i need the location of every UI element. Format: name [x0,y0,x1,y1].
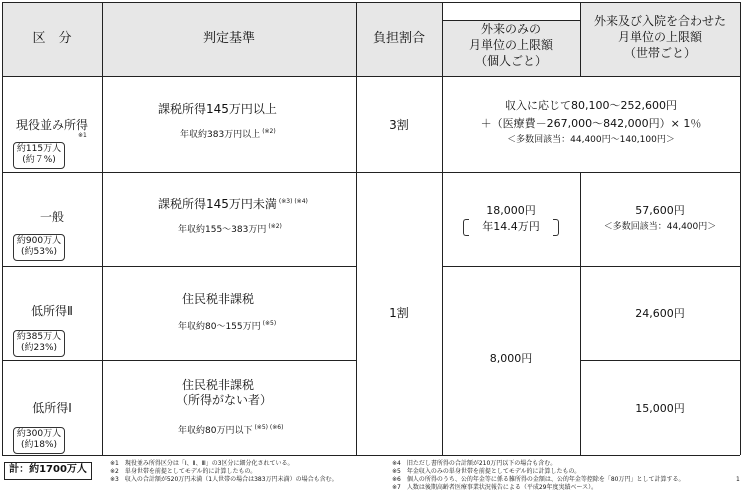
row3-bottom-left [2,360,356,361]
row1-criteria-main: 課税所得145万円以上 [158,102,277,116]
row2-criteria-sub-text: 年収約155～383万円 [178,225,267,235]
note-6: ※6 個人の所得のうち、公的年金等に係る雑所得の金額は、公的年金等控除を「80万円」として計算する。 [392,476,685,484]
row4-pct: (約18%) [20,440,58,451]
row4-criteria-main: 住民税非課税 [182,378,255,392]
header-outpatient-line3: （個人ごと） [474,54,547,68]
table-border-bottom [2,455,740,456]
row4-people-box [13,427,65,454]
row4-people: 約300万人 [16,429,62,439]
row1-criteria-sub-note: (※2) [262,128,276,135]
row2-outpatient-annual: 年14.4万円 [482,220,540,233]
note-7: ※7 人数は後期高齢者医療事業状況報告による（平成29年度実績ベース）。 [392,484,598,492]
row3-people-box [13,330,65,357]
row2-combined: 57,600円 [635,204,685,217]
row4-criteria-sub-note: (※5) (※6) [254,424,284,431]
row2-criteria-sub [178,223,282,236]
row3-category: 低所得Ⅱ [31,304,73,318]
shared-outpatient-low: 8,000円 [489,352,533,365]
header-combined-line3: （世帯ごと） [623,46,696,60]
header-outpatient-line2: 月単位の上限額 [468,38,553,52]
col-divider-2 [356,2,357,455]
total-box [4,462,92,480]
row1-category: 現役並み所得 [15,118,88,132]
table-border-top [2,2,740,3]
row2-criteria-main-text: 課税所得145万円未満 [158,197,277,211]
row4-combined: 15,000円 [635,402,685,415]
row2-people-box [13,234,65,261]
row1-burden: 3割 [389,118,409,132]
row4-category: 低所得Ⅰ [32,401,72,415]
total-count: 計：約1700万人 [9,464,87,475]
row3-criteria-sub-text: 年収約80～155万円 [178,322,261,332]
note-2: ※2 単身世帯を前提としてモデル的に計算したもの。 [110,468,257,476]
header-combined-line1: 外来及び入院を合わせた [593,14,726,28]
notes-left [110,460,338,484]
row1-criteria-sub [180,128,276,141]
row3-pct: (約23%) [20,343,58,354]
row4-criteria-sub [178,424,283,437]
note-3: ※3 収入の合計額が520万円未満（1人世帯の場合は383万円未満）の場合も含む。 [110,476,338,484]
row2-criteria-main-note: (※3) (※4) [278,198,308,205]
row4-criteria-sub-text: 年収約80万円以下 [178,426,253,436]
note-1: ※1 現役並み所得区分は「Ⅰ、Ⅱ、Ⅲ」の3区分に細分化されている。 [110,460,294,467]
row2-outpatient-annual-bracket [463,219,559,236]
header-criteria: 判定基準 [202,31,255,46]
page-number: 1 [736,476,740,483]
row1-bottom-line [2,172,740,173]
note-5: ※5 年金収入のみの単身世帯を前提としてモデル的に計算したもの。 [392,468,581,476]
row3-combined: 24,600円 [635,307,685,320]
row1-limit-line2: ＋（医療費－267,000～842,000円）× 1％ [480,117,702,130]
row2-pct: (約53%) [20,247,58,258]
note-4: ※4 旧ただし書所得の合計額が210万円以下の場合も含む。 [392,460,557,467]
row1-limit-line3: ＜多数回該当：44,400円～140,100円＞ [507,135,675,145]
row1-pct: (約７%) [22,155,56,166]
row2-bottom-right [442,266,740,267]
row2-bottom-left [2,266,356,267]
notes-right [392,460,684,492]
row3-criteria-sub [178,320,276,333]
header-bottom-line [2,76,740,77]
row2-category: 一般 [39,210,64,224]
table-border-left [2,2,3,455]
row2-combined-note: ＜多数回該当：44,400円＞ [603,222,717,232]
row2-criteria-main [158,197,308,212]
shared-burden-low: 1割 [389,306,409,320]
row2-people: 約900万人 [16,236,62,246]
row1-criteria-sub-text: 年収約383万円以上 [180,130,261,140]
row3-criteria-main: 住民税非課税 [182,292,255,306]
outpatient-header-top [442,20,580,21]
header-burden: 負担割合 [372,31,425,46]
row4-criteria-main-line2: （所得がない者） [176,393,273,407]
col-divider-1 [102,2,103,455]
row3-bottom-right [580,360,740,361]
row2-outpatient: 18,000円 [486,204,536,217]
row1-people: 約115万人 [16,144,62,154]
header-category: 区 分 [32,31,72,46]
row2-criteria-sub-note: (※2) [268,223,282,230]
row1-category-note: ※1 [78,132,87,139]
row3-criteria-sub-note: (※5) [262,320,277,327]
header-combined-line2: 月単位の上限額 [617,30,702,44]
header-outpatient-line1: 外来のみの [480,22,541,36]
row3-people: 約385万人 [16,332,62,342]
row1-limit-line1: 収入に応じて80,100～252,600円 [505,99,677,112]
row1-people-box [13,142,65,169]
table-border-right [740,2,741,455]
